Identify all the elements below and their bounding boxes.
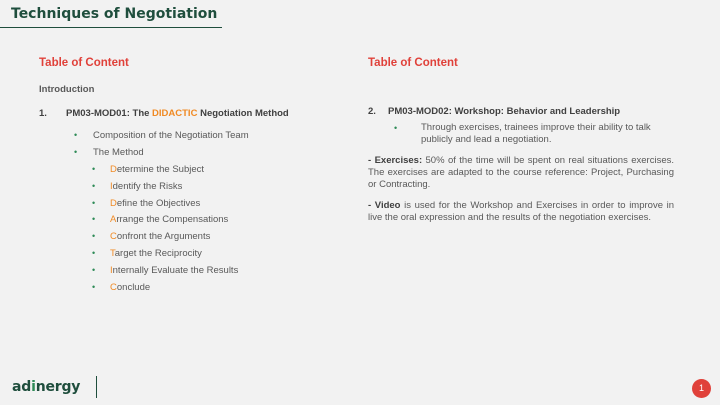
bullet-dot-icon: • (92, 180, 96, 191)
didactic-accent: DIDACTIC (152, 108, 198, 119)
left-section-title: Table of Content (39, 57, 129, 69)
method-step: • Arrange the Compensations (92, 214, 229, 226)
module-2-heading (368, 106, 620, 117)
page-number-badge: 1 (692, 379, 711, 398)
module-1-items (74, 129, 249, 163)
module-2-title: PM03-MOD02: Workshop: Behavior and Leadership (388, 106, 621, 117)
bullet-dot-icon: • (92, 231, 96, 242)
method-step: • Identify the Risks (92, 180, 183, 192)
method-step: • Determine the Subject (92, 164, 205, 175)
method-step: • Confront the Arguments (92, 231, 211, 243)
module-1-heading (39, 108, 289, 119)
bullet-dot-icon: • (92, 264, 96, 275)
module-2-number: 2. (368, 106, 376, 117)
title-underline (0, 27, 222, 28)
introduction-label: Introduction (39, 84, 95, 95)
list-item: • Composition of the Negotiation Team (74, 130, 249, 141)
bullet-dot-icon: • (92, 214, 96, 225)
exercises-text: 50% of the time will be spent on real situations exercises. The exercises are adapted to the course reference: Project, Purchasing or Contracting. (368, 155, 674, 191)
method-step: • Conclude (92, 281, 151, 293)
bullet-dot-icon: • (92, 281, 96, 292)
bullet-dot-icon: • (92, 197, 96, 208)
method-step: • Internally Evaluate the Results (92, 264, 239, 276)
page-title: Techniques of Negotiation (11, 6, 218, 22)
video-text: is used for the Workshop and Exercises in order to improve in live the oral expression and the results of the negotiation exercises. (368, 200, 674, 224)
right-section-title: Table of Content (368, 57, 458, 69)
method-step: • Define the Objectives (92, 197, 201, 209)
exercises-paragraph (368, 155, 674, 192)
adinergy-logo: adinergy (12, 379, 81, 395)
module-2-bullet (394, 122, 674, 146)
bullet-dot-icon: • (74, 147, 78, 157)
bullet-dot-icon: • (394, 123, 398, 133)
method-step: • Target the Reciprocity (92, 247, 202, 259)
module-2-bullet-text: Through exercises, trainees improve their ability to talk publicly and lead a negotiation. (421, 122, 651, 145)
bullet-dot-icon: • (92, 164, 96, 174)
video-paragraph (368, 200, 674, 224)
bullet-dot-icon: • (92, 247, 96, 258)
logo-divider (96, 376, 97, 398)
module-1-number: 1. (39, 108, 47, 119)
video-label: - Video (368, 200, 401, 211)
method-steps (92, 163, 238, 297)
module-1-title: PM03-MOD01: The DIDACTIC Negotiation Method (66, 108, 289, 119)
list-item: • The Method (74, 147, 144, 158)
exercises-label: - Exercises: (368, 155, 423, 166)
bullet-dot-icon: • (74, 130, 78, 140)
